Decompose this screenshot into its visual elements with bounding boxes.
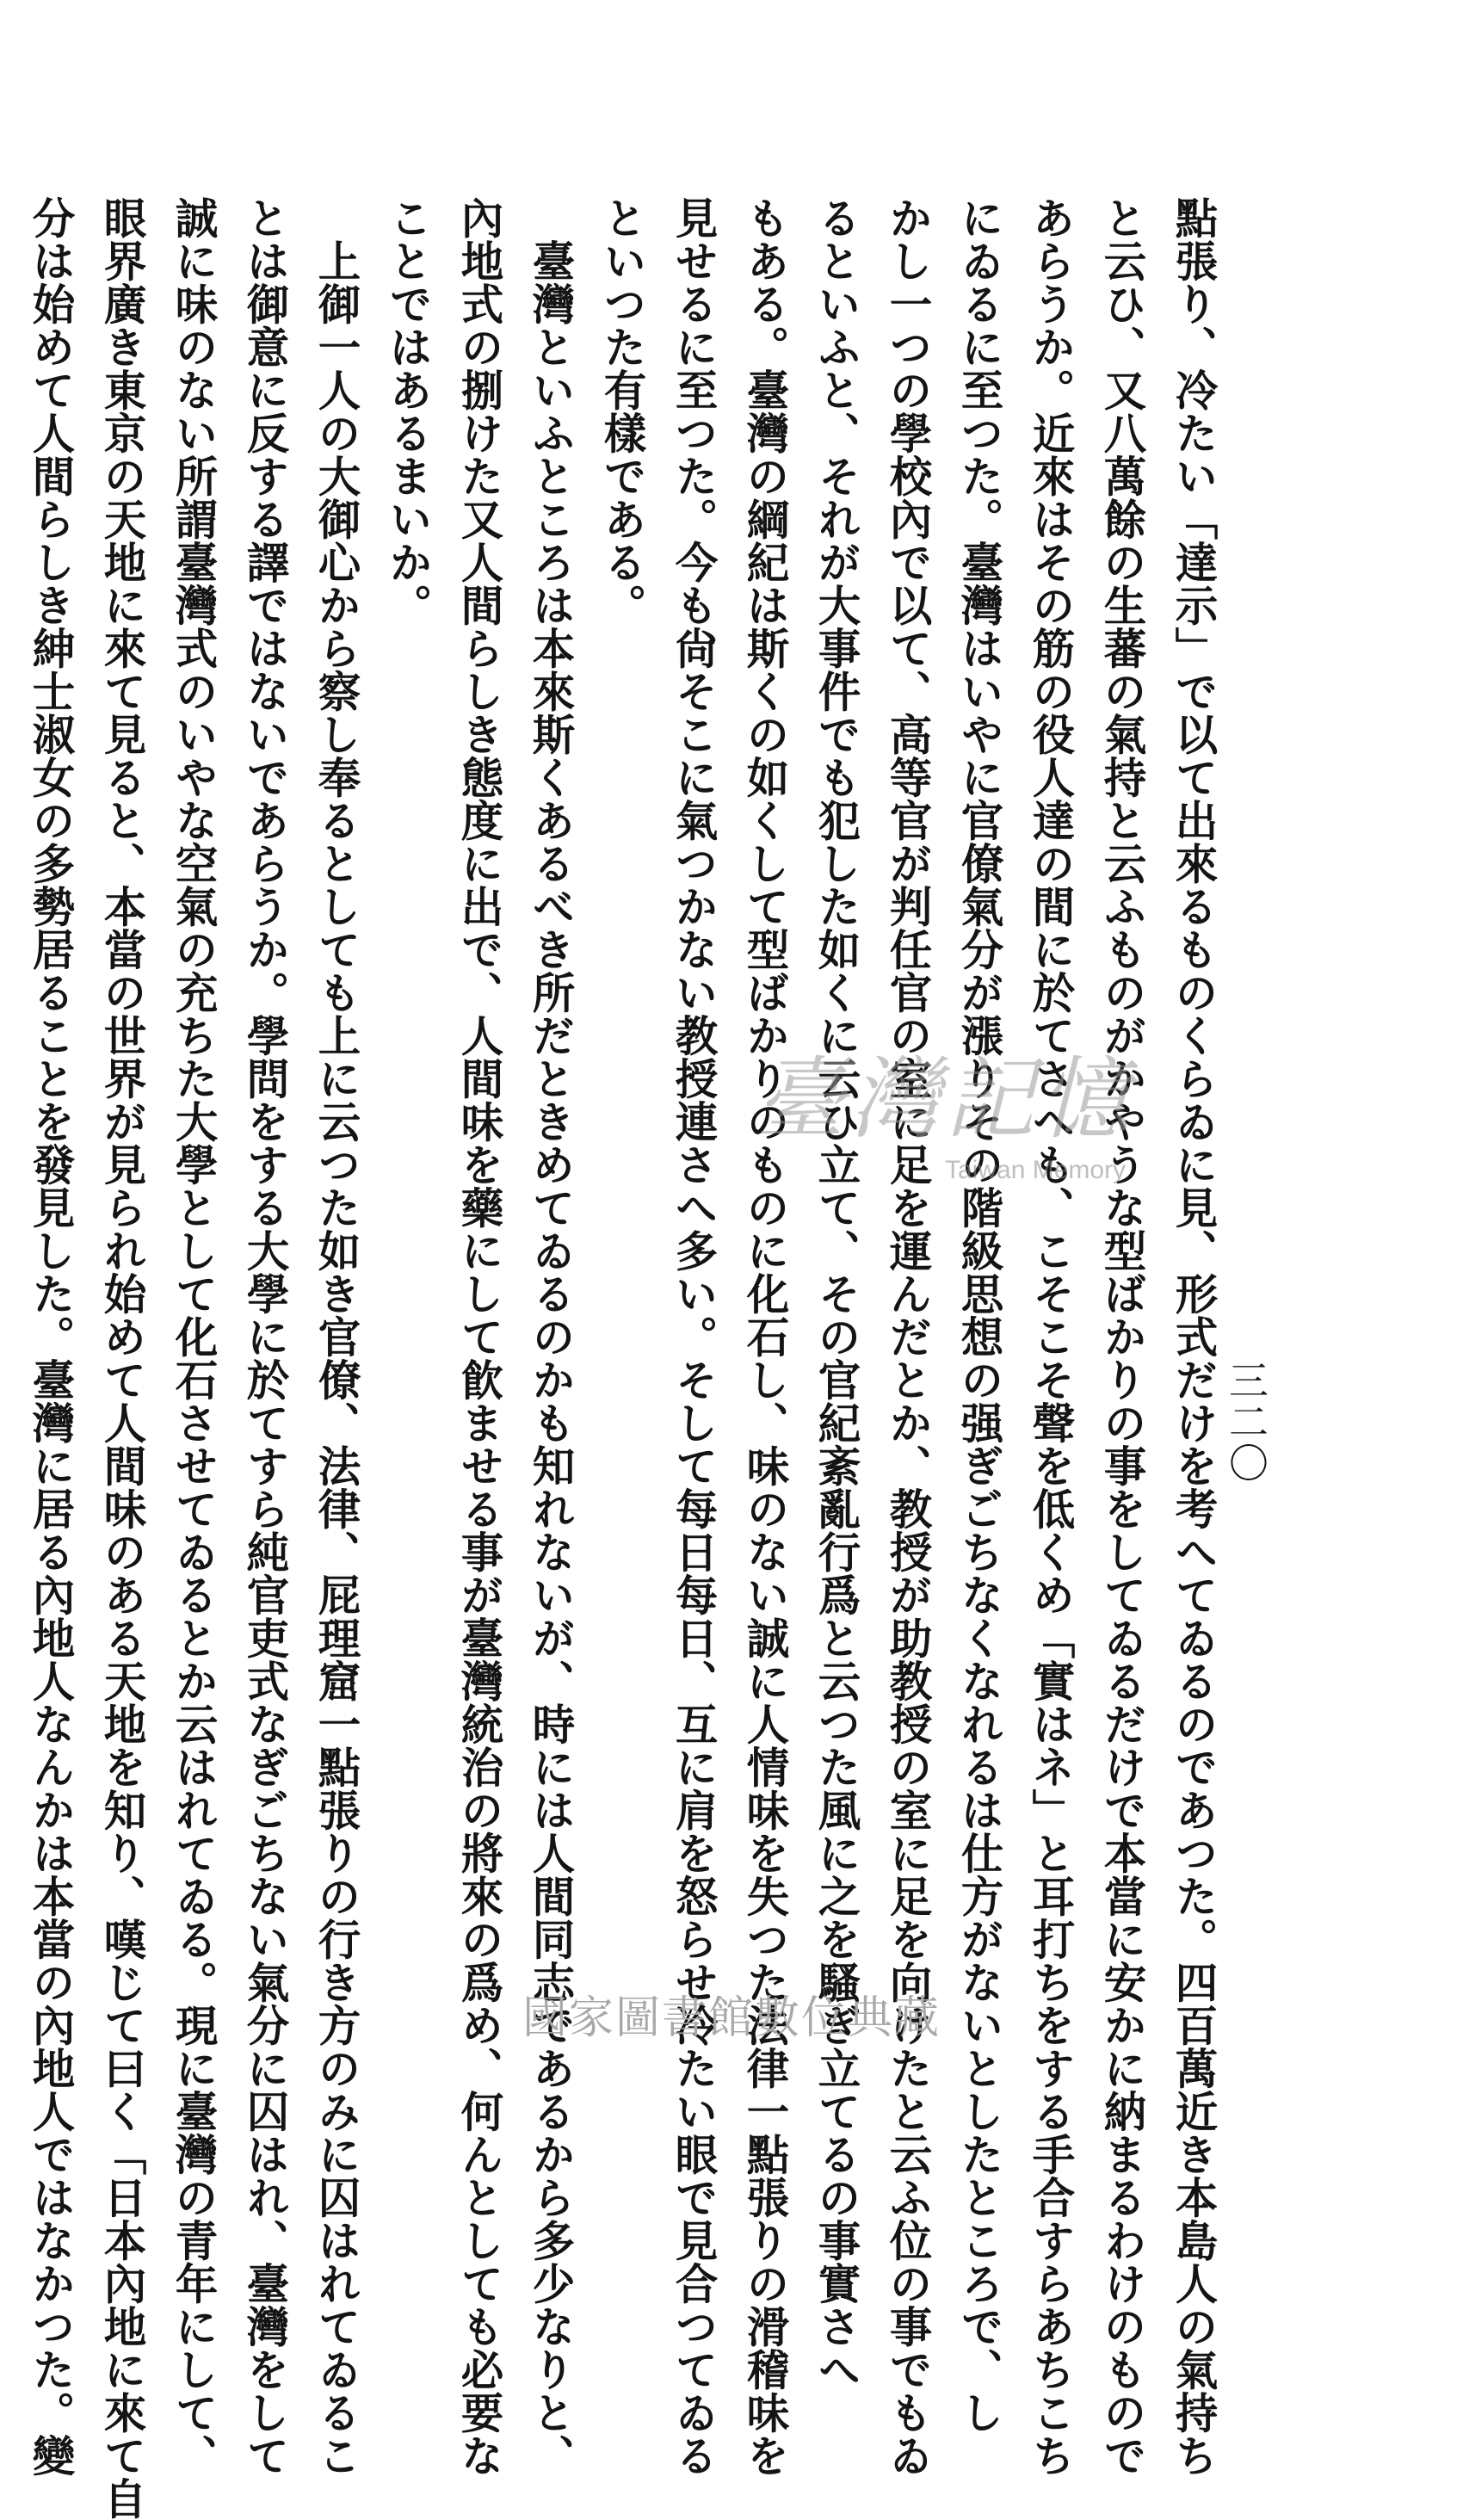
text-line: と云ひ、又八萬餘の生蕃の氣持と云ふものがかやうな型ばかりの事をしてゐるだけで本當に安かに納まるわけのもので	[1097, 196, 1147, 2477]
text-line: 臺灣といふところは本來斯くあるべき所だときめてゐるのかも知れないが、時には人間同志であるから多少なりと、	[526, 196, 576, 2477]
text-line: 誠に味のない所謂臺灣式のいやな空氣の充ちた大學として化石させてゐるとか云はれてゐる。現に臺灣の青年にして、	[169, 196, 219, 2477]
text-line: もある。臺灣の綱紀は斯くの如くして型ばかりのものに化石し、味のない誠に人情味を失つた法律一點張りの滑稽味を	[740, 196, 790, 2477]
text-line: にゐるに至つた。臺灣はいやに官僚氣分が漲りその階級思想の强ぎごちなくなれるは仕方がないとしたところで、し	[954, 196, 1004, 2434]
text-line: 內地式の捌けた又人間らしき態度に出で、人間味を藥にして飮ませる事が臺灣統治の將來の爲め、何んとしても必要な	[454, 196, 504, 2477]
text-line: 上御一人の大御心から察し奉るとしても上に云つた如き官僚、法律、屁理窟一點張りの行き方のみに囚はれてゐるこ	[312, 196, 361, 2477]
text-line: 分は始めて人間らしき紳士淑女の多勢居ることを發見した。臺灣に居る內地人なんかは本當の內地人ではなかつた。變	[26, 196, 76, 2477]
text-line: といつた有樣である。	[597, 196, 647, 627]
text-line: かし一つの學校內で以て、高等官が判任官の室に足を運んだとか、教授が助教授の室に足を向けたと云ふ位の事でもゐ	[883, 196, 933, 2477]
watermark-en: Taiwan Memory	[945, 1156, 1127, 1184]
text-line: 眼界廣き東京の天地に來て見ると、本當の世界が見られ始めて人間味のある天地を知り、嘆じて曰く「日本內地に來て自	[97, 196, 147, 2520]
watermark-logo	[756, 1047, 1203, 1184]
page-number: 三二〇	[1223, 1360, 1269, 1484]
text-line: るといふと、それが大事件でも犯した如くに云ひ立て、その官紀紊亂行爲と云つた風に之を騷ぎ立てるの事實さへ	[812, 196, 861, 2391]
text-line: ことではあるまいか。	[383, 196, 433, 627]
text-line: 點張り、冷たい「達示」で以て出來るものくらゐに見、形式だけを考へてゐるのであつた。四百萬近き本島人の氣持ち	[1169, 196, 1219, 2477]
text-line: 見せるに至つた。今も尙そこに氣つかない教授連さへ多い。そして每日每日、互に肩を怒らせ冷たい眼で見合つてゐる	[669, 196, 719, 2477]
text-line: とは御意に反する譯ではないであらうか。學問をする大學に於てすら純官吏式なぎごちない氣分に囚はれ、臺灣をして	[240, 196, 290, 2477]
footer-credit: 國家圖書館數位典藏	[522, 1992, 941, 2044]
watermark-cjk: 臺灣記憶	[756, 1047, 1135, 1152]
text-line: あらうか。近來はその筋の役人達の間に於てさへも、こそこそ聲を低くめ「實はネ」と耳打ちをする手合すらあちこち	[1026, 196, 1076, 2477]
